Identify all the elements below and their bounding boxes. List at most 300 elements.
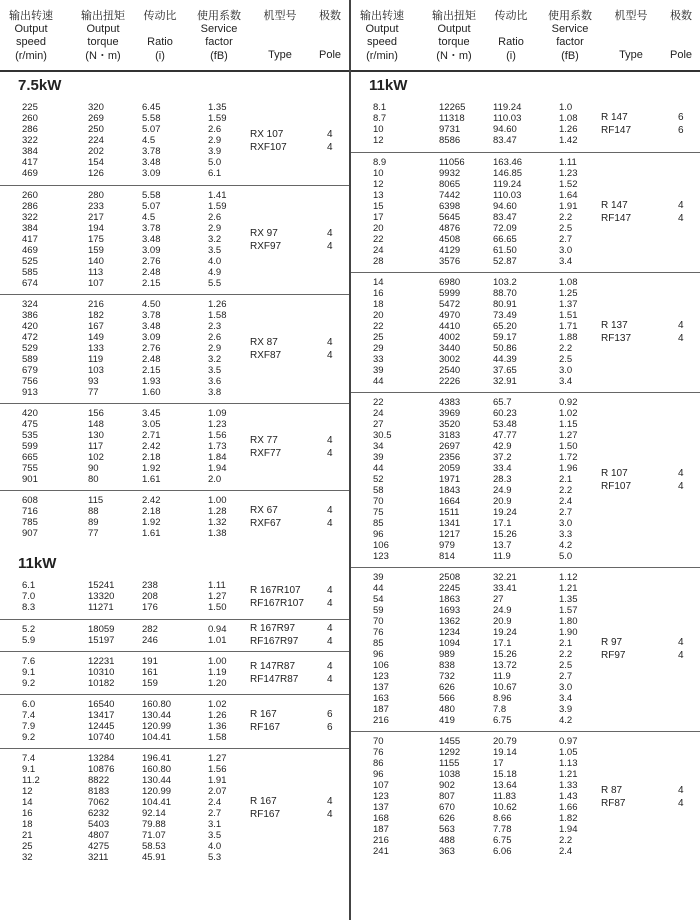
output-speed-cell: 96	[373, 649, 384, 660]
output-speed-cell: 8.1	[373, 102, 387, 113]
output-torque-cell: 115	[88, 495, 104, 506]
ratio-cell: 3.78	[142, 223, 161, 234]
service-factor-cell: 1.00	[208, 495, 227, 506]
model-type: RXF97	[250, 240, 282, 252]
table-row	[351, 605, 700, 616]
ratio-cell: 130.44	[142, 775, 172, 786]
ratio-cell: 110.03	[493, 113, 522, 124]
table-row	[351, 288, 700, 299]
output-torque-cell: 113	[88, 267, 104, 278]
table-row	[0, 256, 349, 267]
service-factor-cell: 2.2	[559, 212, 573, 223]
ratio-cell: 163.46	[493, 157, 523, 168]
service-factor-cell: 1.23	[208, 419, 227, 430]
output-speed-cell: 12	[22, 786, 33, 797]
output-speed-cell: 54	[373, 594, 384, 605]
header-speed-unit: (r/min)	[15, 50, 47, 62]
output-torque-cell: 2697	[439, 441, 461, 452]
output-speed-cell: 225	[22, 102, 38, 113]
header-torque	[423, 10, 485, 63]
model-type: R 167R107	[250, 584, 301, 596]
table-row	[351, 256, 700, 267]
model-block	[0, 336, 349, 362]
output-torque-cell: 1038	[439, 769, 461, 780]
output-speed-cell: 9.2	[22, 678, 36, 689]
model-pole: 4	[678, 467, 684, 479]
output-torque-cell: 1292	[439, 747, 461, 758]
output-speed-cell: 22	[373, 397, 384, 408]
output-torque-cell: 5472	[439, 299, 461, 310]
table-row	[351, 408, 700, 419]
model-pole: 4	[327, 447, 333, 459]
model-type: RF97	[601, 650, 626, 661]
model-type: R 167	[250, 709, 277, 720]
header-type-zh: 机型号	[614, 10, 648, 22]
service-factor-cell: 1.94	[559, 824, 578, 835]
spec-group	[351, 392, 700, 568]
output-torque-cell: 103	[88, 365, 104, 376]
header-ratio-zh: 传动比	[494, 10, 528, 22]
ratio-cell: 2.48	[142, 354, 161, 365]
spec-group	[0, 694, 349, 749]
output-speed-cell: 386	[22, 310, 38, 321]
output-torque-cell: 989	[439, 649, 455, 660]
service-factor-cell: 1.43	[559, 791, 578, 802]
model-block	[0, 622, 349, 648]
output-torque-cell: 3002	[439, 354, 461, 365]
table-row	[351, 813, 700, 824]
header-service	[188, 10, 250, 63]
output-speed-cell: 384	[22, 223, 38, 234]
ratio-cell: 3.78	[142, 146, 161, 157]
output-speed-cell: 7.4	[22, 753, 36, 764]
output-speed-cell: 27	[373, 419, 384, 430]
ratio-cell: 15.26	[493, 529, 517, 540]
output-speed-cell: 22	[373, 234, 384, 245]
model-type: RF167R107	[250, 597, 304, 609]
model-pole: 4	[327, 349, 333, 361]
table-row	[351, 616, 700, 627]
output-torque-cell: 167	[88, 321, 104, 332]
output-speed-cell: 32	[22, 852, 33, 863]
output-speed-cell: 907	[22, 528, 38, 539]
table-row	[0, 299, 349, 310]
service-factor-cell: 1.09	[208, 408, 227, 419]
section-title: 7.5kW	[18, 77, 62, 94]
output-speed-cell: 674	[22, 278, 38, 289]
model-pole: 6	[678, 125, 684, 136]
output-torque-cell: 133	[88, 343, 104, 354]
output-speed-cell: 599	[22, 441, 38, 452]
ratio-cell: 72.09	[493, 223, 517, 234]
output-torque-cell: 102	[88, 452, 104, 463]
service-factor-cell: 1.08	[559, 277, 578, 288]
ratio-cell: 6.45	[142, 102, 161, 113]
ratio-cell: 1.61	[142, 528, 161, 539]
ratio-cell: 3.09	[142, 168, 161, 179]
output-speed-cell: 17	[373, 212, 384, 223]
service-factor-cell: 1.02	[559, 408, 578, 419]
table-row	[0, 764, 349, 775]
header-speed	[0, 10, 62, 63]
header-type-zh: 机型号	[263, 10, 297, 22]
header-service-en2: factor	[205, 36, 233, 48]
ratio-cell: 120.99	[142, 786, 172, 797]
service-factor-cell: 1.26	[208, 299, 227, 310]
table-row	[351, 769, 700, 780]
table-row	[351, 671, 700, 682]
ratio-cell: 42.9	[493, 441, 512, 452]
output-torque-cell: 7442	[439, 190, 461, 201]
output-speed-cell: 384	[22, 146, 38, 157]
service-factor-cell: 1.11	[208, 580, 226, 591]
output-torque-cell: 732	[439, 671, 455, 682]
spec-group	[0, 748, 349, 869]
service-factor-cell: 4.0	[208, 256, 222, 267]
output-torque-cell: 2356	[439, 452, 461, 463]
ratio-cell: 33.4	[493, 463, 512, 474]
model-type: RX 97	[250, 227, 278, 239]
header-speed-unit: (r/min)	[366, 50, 398, 62]
model-pole: 6	[327, 709, 333, 720]
model-block	[0, 128, 349, 154]
output-speed-cell: 12	[373, 135, 384, 146]
table-row	[351, 365, 700, 376]
model-type: RX 107	[250, 128, 284, 140]
output-torque-cell: 149	[88, 332, 104, 343]
output-torque-cell: 77	[88, 528, 99, 539]
output-torque-cell: 902	[439, 780, 455, 791]
output-torque-cell: 154	[88, 157, 104, 168]
model-block	[0, 584, 349, 610]
output-torque-cell: 13320	[88, 591, 115, 602]
service-factor-cell: 2.7	[559, 671, 573, 682]
ratio-cell: 20.9	[493, 496, 512, 507]
table-row	[0, 376, 349, 387]
ratio-cell: 3.09	[142, 332, 161, 343]
output-speed-cell: 716	[22, 506, 38, 517]
ratio-cell: 61.50	[493, 245, 517, 256]
output-speed-cell: 16	[373, 288, 384, 299]
service-factor-cell: 3.0	[559, 245, 573, 256]
ratio-cell: 1.93	[142, 376, 161, 387]
service-factor-cell: 1.35	[208, 102, 227, 113]
service-factor-cell: 1.23	[559, 168, 578, 179]
model-pole: 4	[678, 637, 684, 648]
header-service-unit: (fB)	[210, 50, 228, 62]
table-row	[351, 583, 700, 594]
service-factor-cell: 1.91	[208, 775, 227, 786]
service-factor-cell: 3.4	[559, 693, 573, 704]
ratio-cell: 65.20	[493, 321, 517, 332]
output-speed-cell: 137	[373, 682, 389, 693]
output-speed-cell: 123	[373, 791, 389, 802]
model-pole: 4	[678, 200, 684, 211]
ratio-cell: 8.96	[493, 693, 512, 704]
model-type: R 167	[250, 796, 277, 807]
header-service-en2: factor	[556, 36, 584, 48]
model-pole: 4	[327, 597, 333, 609]
output-torque-cell: 1511	[439, 507, 460, 518]
model-type: RXF87	[250, 349, 282, 361]
output-torque-cell: 1094	[439, 638, 461, 649]
service-factor-cell: 0.97	[559, 736, 578, 747]
model-type: R 97	[601, 637, 623, 648]
ratio-cell: 47.77	[493, 430, 517, 441]
table-row	[351, 419, 700, 430]
output-torque-cell: 7062	[88, 797, 110, 808]
model-pole: 4	[327, 505, 333, 516]
service-factor-cell: 2.07	[208, 786, 227, 797]
model-pole: 4	[678, 784, 684, 796]
ratio-cell: 17	[493, 758, 504, 769]
ratio-cell: 19.14	[493, 747, 517, 758]
table-row	[351, 747, 700, 758]
output-speed-cell: 33	[373, 354, 384, 365]
ratio-cell: 2.48	[142, 267, 161, 278]
service-factor-cell: 1.11	[559, 157, 577, 168]
output-speed-cell: 107	[373, 780, 389, 791]
header-torque-zh: 输出扭矩	[81, 10, 125, 22]
output-speed-cell: 9.1	[22, 764, 36, 775]
output-torque-cell: 12445	[88, 721, 115, 732]
ratio-cell: 3.48	[142, 157, 161, 168]
output-torque-cell: 626	[439, 813, 455, 824]
output-torque-cell: 107	[88, 278, 104, 289]
model-type: R 107	[601, 467, 628, 479]
header-speed-zh: 输出转速	[360, 10, 404, 22]
output-torque-cell: 4807	[88, 830, 110, 841]
model-type: RF137	[601, 333, 632, 344]
ratio-cell: 15.26	[493, 649, 517, 660]
output-torque-cell: 626	[439, 682, 455, 693]
ratio-cell: 13.72	[493, 660, 517, 671]
header-pole-en: Pole	[318, 49, 342, 61]
header-type	[606, 10, 656, 62]
table-row	[0, 830, 349, 841]
ratio-cell: 2.18	[142, 506, 161, 517]
header-service-en1: Service	[551, 23, 589, 35]
service-factor-cell: 2.2	[559, 835, 573, 846]
output-speed-cell: 260	[22, 113, 38, 124]
table-row	[0, 841, 349, 852]
output-torque-cell: 90	[88, 463, 99, 474]
output-speed-cell: 417	[22, 234, 38, 245]
output-speed-cell: 168	[373, 813, 389, 824]
ratio-cell: 5.07	[142, 201, 161, 212]
service-factor-cell: 1.56	[208, 430, 227, 441]
model-pole: 4	[327, 227, 333, 239]
output-speed-cell: 25	[373, 332, 384, 343]
ratio-cell: 11.83	[493, 791, 517, 802]
ratio-cell: 3.05	[142, 419, 161, 430]
table-row	[351, 430, 700, 441]
header-service-en1: Service	[200, 23, 238, 35]
ratio-cell: 3.09	[142, 245, 161, 256]
service-factor-cell: 1.28	[208, 506, 227, 517]
table-row	[0, 168, 349, 179]
output-torque-cell: 363	[439, 846, 455, 857]
service-factor-cell: 1.38	[208, 528, 227, 539]
output-speed-cell: 913	[22, 387, 38, 398]
output-torque-cell: 2226	[439, 376, 461, 387]
service-factor-cell: 5.0	[559, 551, 573, 562]
header-speed-en1: Output	[365, 23, 399, 35]
model-pole: 4	[327, 240, 333, 252]
service-factor-cell: 4.2	[559, 715, 573, 726]
output-torque-cell: 148	[88, 419, 104, 430]
output-speed-cell: 6.0	[22, 699, 36, 710]
output-torque-cell: 13417	[88, 710, 115, 721]
output-torque-cell: 88	[88, 506, 99, 517]
service-factor-cell: 3.9	[559, 704, 573, 715]
ratio-cell: 50.86	[493, 343, 517, 354]
service-factor-cell: 2.6	[208, 212, 222, 223]
service-factor-cell: 1.58	[208, 732, 227, 743]
model-type: RF167R97	[250, 636, 299, 647]
service-factor-cell: 1.96	[559, 463, 578, 474]
output-torque-cell: 2508	[439, 572, 461, 583]
model-type: RX 87	[250, 336, 278, 348]
header-type-en: Type	[268, 49, 292, 61]
output-torque-cell: 6232	[88, 808, 110, 819]
output-torque-cell: 563	[439, 824, 455, 835]
table-row	[351, 168, 700, 179]
table-row	[351, 376, 700, 387]
service-factor-cell: 1.57	[559, 605, 578, 616]
output-speed-cell: 44	[373, 463, 384, 474]
model-type: RXF77	[250, 447, 282, 459]
output-torque-cell: 8065	[439, 179, 461, 190]
service-factor-cell: 5.0	[208, 157, 222, 168]
output-speed-cell: 9.1	[22, 667, 36, 678]
spec-group	[0, 490, 349, 545]
model-block	[0, 227, 349, 253]
spec-group	[0, 576, 349, 619]
output-speed-cell: 25	[22, 841, 33, 852]
service-factor-cell: 1.73	[208, 441, 227, 452]
model-pole: 4	[327, 673, 333, 685]
output-speed-cell: 8.9	[373, 157, 387, 168]
output-torque-cell: 838	[439, 660, 455, 671]
table-row	[351, 572, 700, 583]
output-speed-cell: 5.2	[22, 624, 36, 635]
output-speed-cell: 216	[373, 715, 389, 726]
service-factor-cell: 2.9	[208, 135, 222, 146]
output-torque-cell: 488	[439, 835, 455, 846]
output-speed-cell: 679	[22, 365, 38, 376]
header-speed	[351, 10, 413, 63]
service-factor-cell: 1.02	[208, 699, 227, 710]
service-factor-cell: 1.66	[559, 802, 578, 813]
output-speed-cell: 665	[22, 452, 38, 463]
ratio-cell: 13.7	[493, 540, 512, 551]
model-pole: 4	[678, 320, 684, 331]
model-pole: 4	[327, 128, 333, 140]
output-torque-cell: 8183	[88, 786, 110, 797]
service-factor-cell: 2.3	[208, 321, 222, 332]
output-speed-cell: 469	[22, 168, 38, 179]
output-torque-cell: 1341	[439, 518, 461, 529]
output-torque-cell: 126	[88, 168, 104, 179]
header-pole	[312, 10, 348, 62]
table-row	[0, 201, 349, 212]
service-factor-cell: 5.5	[208, 278, 222, 289]
service-factor-cell: 2.1	[559, 638, 573, 649]
table-row	[351, 452, 700, 463]
service-factor-cell: 1.19	[208, 667, 227, 678]
output-torque-cell: 156	[88, 408, 104, 419]
ratio-cell: 17.1	[493, 638, 512, 649]
ratio-cell: 3.48	[142, 234, 161, 245]
output-speed-cell: 76	[373, 747, 384, 758]
table-row	[0, 852, 349, 863]
service-factor-cell: 3.2	[208, 234, 222, 245]
ratio-cell: 5.07	[142, 124, 161, 135]
output-speed-cell: 525	[22, 256, 38, 267]
service-factor-cell: 3.4	[559, 376, 573, 387]
output-speed-cell: 137	[373, 802, 389, 813]
output-torque-cell: 5645	[439, 212, 461, 223]
output-speed-cell: 322	[22, 135, 38, 146]
model-block	[351, 636, 700, 662]
table-row	[351, 354, 700, 365]
service-factor-cell: 2.5	[559, 354, 573, 365]
output-speed-cell: 76	[373, 627, 384, 638]
service-factor-cell: 2.5	[559, 660, 573, 671]
model-type: R 87	[601, 784, 623, 796]
model-block	[0, 708, 349, 734]
table-row	[351, 507, 700, 518]
header-ratio-unit: (i)	[506, 50, 516, 62]
model-pole: 4	[327, 518, 333, 529]
output-torque-cell: 5403	[88, 819, 110, 830]
model-type: RF147R87	[250, 673, 299, 685]
output-torque-cell: 1155	[439, 758, 460, 769]
ratio-cell: 11.9	[493, 551, 511, 562]
model-type: R 147	[601, 112, 628, 123]
output-speed-cell: 8.7	[373, 113, 387, 124]
output-torque-cell: 6980	[439, 277, 461, 288]
ratio-cell: 4.5	[142, 212, 156, 223]
output-torque-cell: 419	[439, 715, 455, 726]
header-torque-unit: (N・m)	[436, 50, 472, 62]
output-torque-cell: 4508	[439, 234, 461, 245]
output-speed-cell: 39	[373, 572, 384, 583]
table-row	[0, 463, 349, 474]
service-factor-cell: 2.6	[208, 332, 222, 343]
output-torque-cell: 119	[88, 354, 104, 365]
service-factor-cell: 1.88	[559, 332, 578, 343]
output-torque-cell: 670	[439, 802, 455, 813]
service-factor-cell: 2.0	[208, 474, 222, 485]
service-factor-cell: 6.1	[208, 168, 222, 179]
table-row	[0, 310, 349, 321]
table-row	[0, 474, 349, 485]
ratio-cell: 11.9	[493, 671, 511, 682]
service-factor-cell: 2.2	[559, 343, 573, 354]
spec-group	[351, 272, 700, 393]
output-speed-cell: 472	[22, 332, 38, 343]
output-speed-cell: 24	[373, 408, 384, 419]
ratio-cell: 1.60	[142, 387, 161, 398]
output-torque-cell: 3576	[439, 256, 461, 267]
output-torque-cell: 4876	[439, 223, 461, 234]
section-title: 11kW	[18, 555, 57, 572]
spec-group	[351, 152, 700, 273]
output-speed-cell: 469	[22, 245, 38, 256]
output-torque-cell: 1971	[439, 474, 461, 485]
